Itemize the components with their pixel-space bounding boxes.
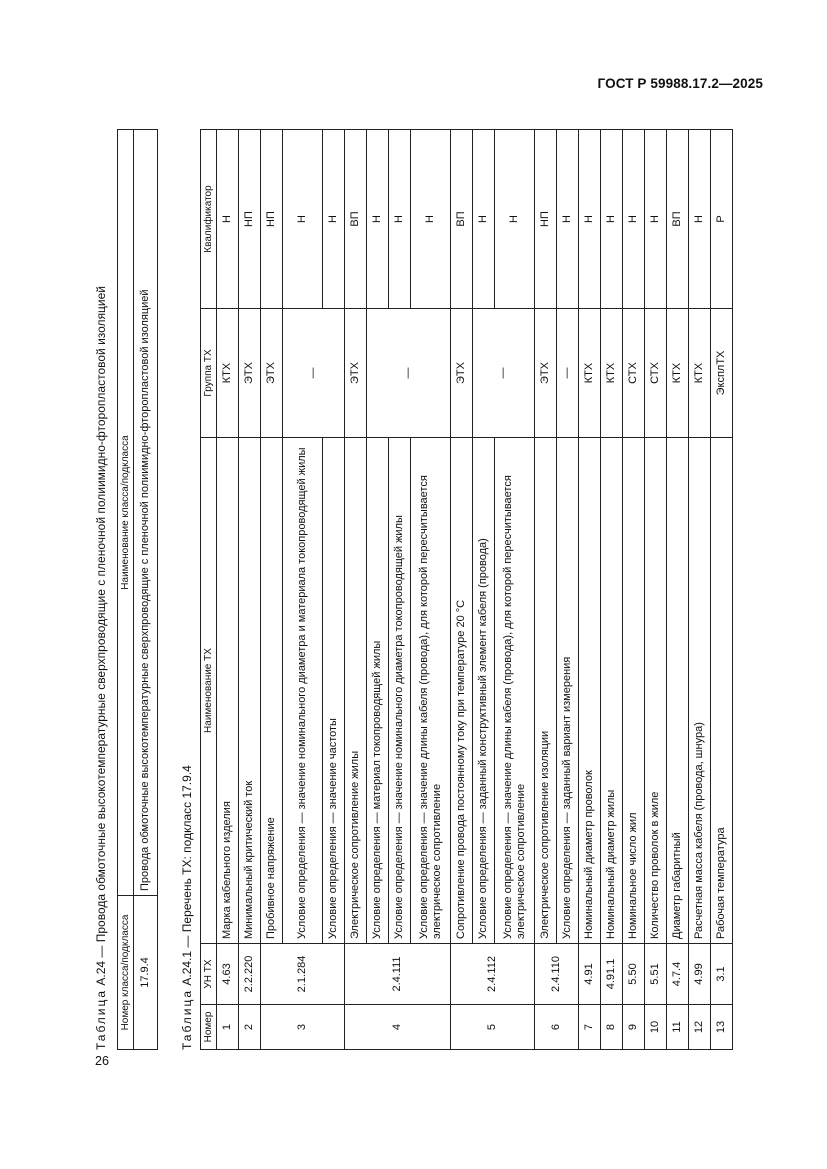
document-id: ГОСТ Р 59988.17.2—2025 [597,76,763,91]
table-row [217,130,239,1050]
cell-un: 4.99 [689,944,711,1005]
cell-group: СТХ [623,309,645,438]
table-row [557,130,579,1050]
table-row [451,130,473,1050]
cell-qualifier: Н [389,130,411,309]
table-row [473,130,495,1050]
cell-name: Условие определения — значение номинального диаметра и материала токопроводящей жилы [283,438,323,944]
cell-number: 1 [217,1005,239,1050]
cell-name: Условие определения — значение длины кабеля (провода), для которой пересчитывается электрическое сопротивление [495,438,535,944]
cell-group: ЭксплТХ [711,309,733,438]
table-row [323,130,345,1050]
cell-name: Количество проволок в жиле [645,438,667,944]
table-a24-caption [94,286,108,1050]
cell-name: Рабочая температура [711,438,733,944]
cell-number: 4 [345,1005,451,1050]
cell-name: Электрическое сопротивление изоляции [535,438,557,944]
cell-name: Минимальный критический ток [239,438,261,944]
header-un: УН ТХ [201,944,217,1005]
cell-qualifier: НП [535,130,557,309]
cell-qualifier: Н [283,130,323,309]
cell-group: ЭТХ [345,309,367,438]
rotated-table-area [90,120,760,1050]
caption-prefix: Таблица [94,988,108,1050]
cell-number: 9 [623,1005,645,1050]
table-row [535,130,557,1050]
table-a24 [117,129,158,1050]
cell-qualifier: Н [323,130,345,309]
cell-group: КТХ [601,309,623,438]
cell-group: — [283,309,345,438]
caption-text: А.24.1 — Перечень ТХ: подкласс 17.9.4 [180,765,194,986]
table-row [261,130,283,1050]
cell-qualifier: Н [367,130,389,309]
cell-group: — [557,309,579,438]
table-row [283,130,323,1050]
cell-number: 10 [645,1005,667,1050]
cell-name: Пробивное напряжение [261,438,283,944]
cell-group: ЭТХ [535,309,557,438]
cell-qualifier: ВП [451,130,473,309]
cell-number: 5 [451,1005,535,1050]
page-number: 26 [95,1054,109,1068]
class-name-cell: Провода обмоточные высокотемпературные сверхпроводящие с пленочной полиимидно-фторопластовой изоляцией [134,130,158,896]
caption-text: А.24 — Провода обмоточные высокотемпературные сверхпроводящие с пленочной полиимидно-фторопластовой изоляцией [94,285,108,986]
header-qualifier: Квалификатор [201,130,217,309]
table-a241 [200,129,733,1050]
table-row [239,130,261,1050]
cell-name: Условие определения — значение длины кабеля (провода), для которой пересчитывается электрическое сопротивление [411,438,451,944]
cell-name: Условие определения — значение номинального диаметра токопроводящей жилы [389,438,411,944]
cell-un: 5.50 [623,944,645,1005]
table-row [579,130,601,1050]
cell-name: Условие определения — заданный вариант измерения [557,438,579,944]
table-row [711,130,733,1050]
cell-qualifier: НП [261,130,283,309]
cell-qualifier: Н [623,130,645,309]
class-number-cell: 17.9.4 [134,896,158,1050]
cell-number: 2 [239,1005,261,1050]
table-row [389,130,411,1050]
cell-group: КТХ [667,309,689,438]
cell-un: 2.4.110 [535,944,579,1005]
header-number: Номер [201,1005,217,1050]
cell-qualifier: Н [579,130,601,309]
header-group: Группа ТХ [201,309,217,438]
header-class-number: Номер класса/подкласса [118,896,134,1050]
cell-name: Диаметр габаритный [667,438,689,944]
table-row [411,130,451,1050]
header-name: Наименование ТХ [201,438,217,944]
cell-number: 12 [689,1005,711,1050]
cell-number: 7 [579,1005,601,1050]
cell-name: Условие определения — значение частоты [323,438,345,944]
table-row [345,130,367,1050]
cell-group: КТХ [689,309,711,438]
table-row [495,130,535,1050]
header-class-name: Наименование класса/подкласса [118,130,134,896]
cell-un: 3.1 [711,944,733,1005]
caption-prefix: Таблица [180,988,194,1050]
cell-un: 2.2.220 [239,944,261,1005]
cell-group: ЭТХ [239,309,261,438]
cell-number: 3 [261,1005,345,1050]
table-row [689,130,711,1050]
table-row [623,130,645,1050]
cell-name: Расчетная масса кабеля (провода, шнура) [689,438,711,944]
cell-qualifier: Н [645,130,667,309]
cell-qualifier: НП [239,130,261,309]
cell-group: КТХ [579,309,601,438]
cell-un: 2.1.284 [261,944,345,1005]
cell-group: ЭТХ [261,309,283,438]
cell-qualifier: ВП [345,130,367,309]
cell-qualifier: Н [601,130,623,309]
cell-un: 2.4.111 [345,944,451,1005]
cell-qualifier: Н [217,130,239,309]
cell-number: 6 [535,1005,579,1050]
cell-group: СТХ [645,309,667,438]
cell-un: 4.63 [217,944,239,1005]
cell-qualifier: Н [689,130,711,309]
cell-un: 4.7.4 [667,944,689,1005]
cell-group: КТХ [217,309,239,438]
cell-group: — [367,309,451,438]
cell-name: Электрическое сопротивление жилы [345,438,367,944]
cell-un: 2.4.112 [451,944,535,1005]
cell-name: Условие определения — материал токопроводящей жилы [367,438,389,944]
table-header-row [201,130,217,1050]
cell-group: ЭТХ [451,309,473,438]
cell-number: 13 [711,1005,733,1050]
cell-group: — [473,309,535,438]
cell-name: Номинальный диаметр жилы [601,438,623,944]
cell-qualifier: Р [711,130,733,309]
table-row [645,130,667,1050]
cell-name: Номинальный диаметр проволок [579,438,601,944]
cell-name: Условие определения — заданный конструктивный элемент кабеля (провода) [473,438,495,944]
cell-un: 4.91 [579,944,601,1005]
table-row [367,130,389,1050]
cell-qualifier: Н [473,130,495,309]
table-row [601,130,623,1050]
cell-qualifier: Н [557,130,579,309]
cell-un: 5.51 [645,944,667,1005]
cell-un: 4.91.1 [601,944,623,1005]
cell-name: Номинальное число жил [623,438,645,944]
cell-number: 11 [667,1005,689,1050]
cell-qualifier: ВП [667,130,689,309]
cell-name: Сопротивление провода постоянному току при температуре 20 °С [451,438,473,944]
cell-qualifier: Н [411,130,451,309]
cell-name: Марка кабельного изделия [217,438,239,944]
table-row [667,130,689,1050]
cell-qualifier: Н [495,130,535,309]
table-a241-caption [180,765,194,1050]
cell-number: 8 [601,1005,623,1050]
